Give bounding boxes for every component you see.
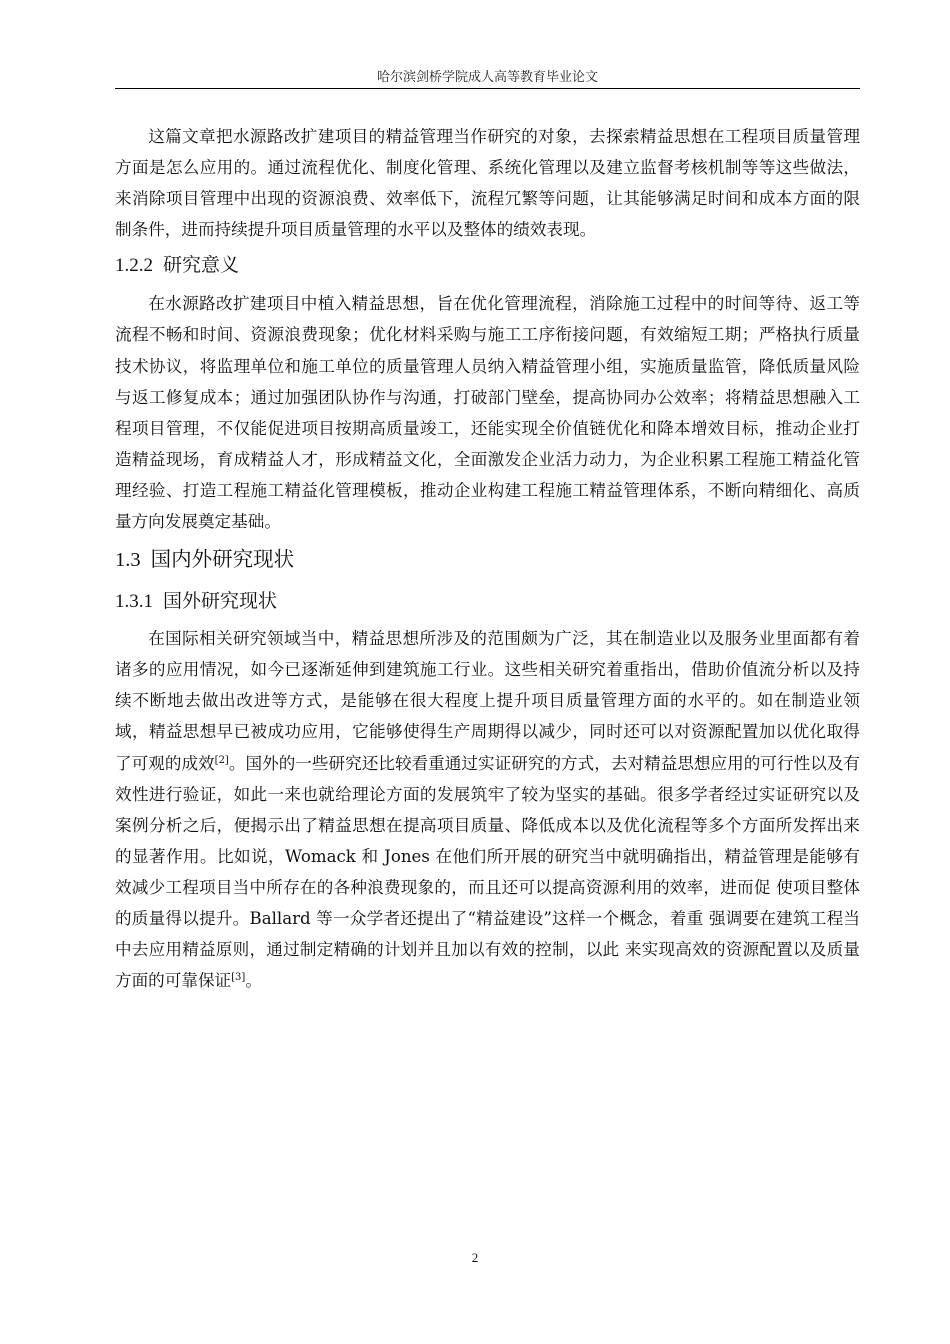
section-number: 1.3.1 <box>115 591 153 613</box>
paragraph-intro: 这篇文章把水源路改扩建项目的精益管理当作研究的对象，去探索精益思想在工程项目质量管理方面是怎么应用的。通过流程优化、制度化管理、系统化管理以及建立监督考核机制等等这些做法，来消除项目管理中出现的资源浪费、效率低下，流程冗繁等问题，让其能够满足时间和成本方面的限制条件，进而持续提升项目质量管理的水平以及整体的绩效表现。 <box>115 127 860 240</box>
section-title: 国外研究现状 <box>163 590 278 613</box>
header-rule <box>115 88 860 89</box>
paragraph-significance: 在水源路改扩建项目中植入精益思想，旨在优化管理流程，消除施工过程中的时间等待、返工等流程不畅和时间、资源浪费现象；优化材料采购与施工工序衔接问题，有效缩短工期；严格执行质量技术协议，将监理单位和施工单位的质量管理人员纳入精益管理小组，实施质量监管，降低质量风险与返工修复成本；通过加强团队协作与沟通，打破部门壁垒，提高协同办公效率；将精益思想融入工程项目管理，不仅能促进项目按期高质量竣工，还能实现全价值链优化和降本增效目标，推动企业打造精益现场，育成精益人才，形成精益文化，全面激发企业活力动力，为企业积累工程施工精益化管理经验、打造工程施工精益化管理模板，推动企业构建工程施工精益管理体系，不断向精细化、高质量方向发展奠定基础。 <box>115 294 860 532</box>
page-header: 哈尔滨剑桥学院成人高等教育毕业论文 <box>376 70 598 85</box>
section-heading-1-2-2 <box>115 245 860 288</box>
section-heading-1-3 <box>115 537 860 584</box>
citation-ref: [2] <box>214 754 229 766</box>
citation-ref: [3] <box>231 972 246 984</box>
section-number: 1.3 <box>115 549 141 572</box>
paragraph-foreign-research <box>115 623 860 996</box>
section-heading-1-3-1 <box>115 584 860 623</box>
paragraph-text: 。国外的一些研究还比较看重通过实证研究的方式，去对精益思想应用的可行性以及有效性进行验证，如此一来也就给理论方面的发展筑牢了较为坚实的基础。很多学者经过实证研究以及案例分析之后，便揭示出了精益思想在提高项目质量、降低成本以及优化流程等多个方面所发挥出来的显著作用。比如说，Womack 和 Jones 在他们所开展的研究当中就明确指出，精益管理是能够有 效减少工程项目当中所存在的各种浪费现象的，而且还可以提高资源利用的效率，进而促 使项目整体的质量得以提升。Ballard 等一众学者还提出了“精益建设”这样一个概念，着重 强调要在建筑工程当中去应用精益原则，通过制定精确的计划并且加以有效的控制，以此 来实现高效的资源配置以及质量方面的可靠保证 <box>115 753 861 991</box>
section-title: 国内外研究现状 <box>150 547 295 572</box>
section-number: 1.2.2 <box>115 255 153 277</box>
paragraph-text: 。 <box>245 971 262 991</box>
document-body <box>115 121 860 996</box>
page-number: 2 <box>471 1250 479 1265</box>
paragraph-text: 在国际相关研究领域当中，精益思想所涉及的范围颇为广泛，其在制造业以及服务业里面都有着诸多的应用情况，如今已逐渐延伸到建筑施工行业。这些相关研究着重指出，借助价值流分析以及持续不断地去做出改进等方式，是能够在很大程度上提升项目质量管理方面的水平的。如在制造业领域，精益思想早已被成功应用，它能够使得生产周期得以减少，同时还可以对资源配置加以优化取得了可观的成效 <box>115 629 860 773</box>
section-title: 研究意义 <box>163 254 240 277</box>
